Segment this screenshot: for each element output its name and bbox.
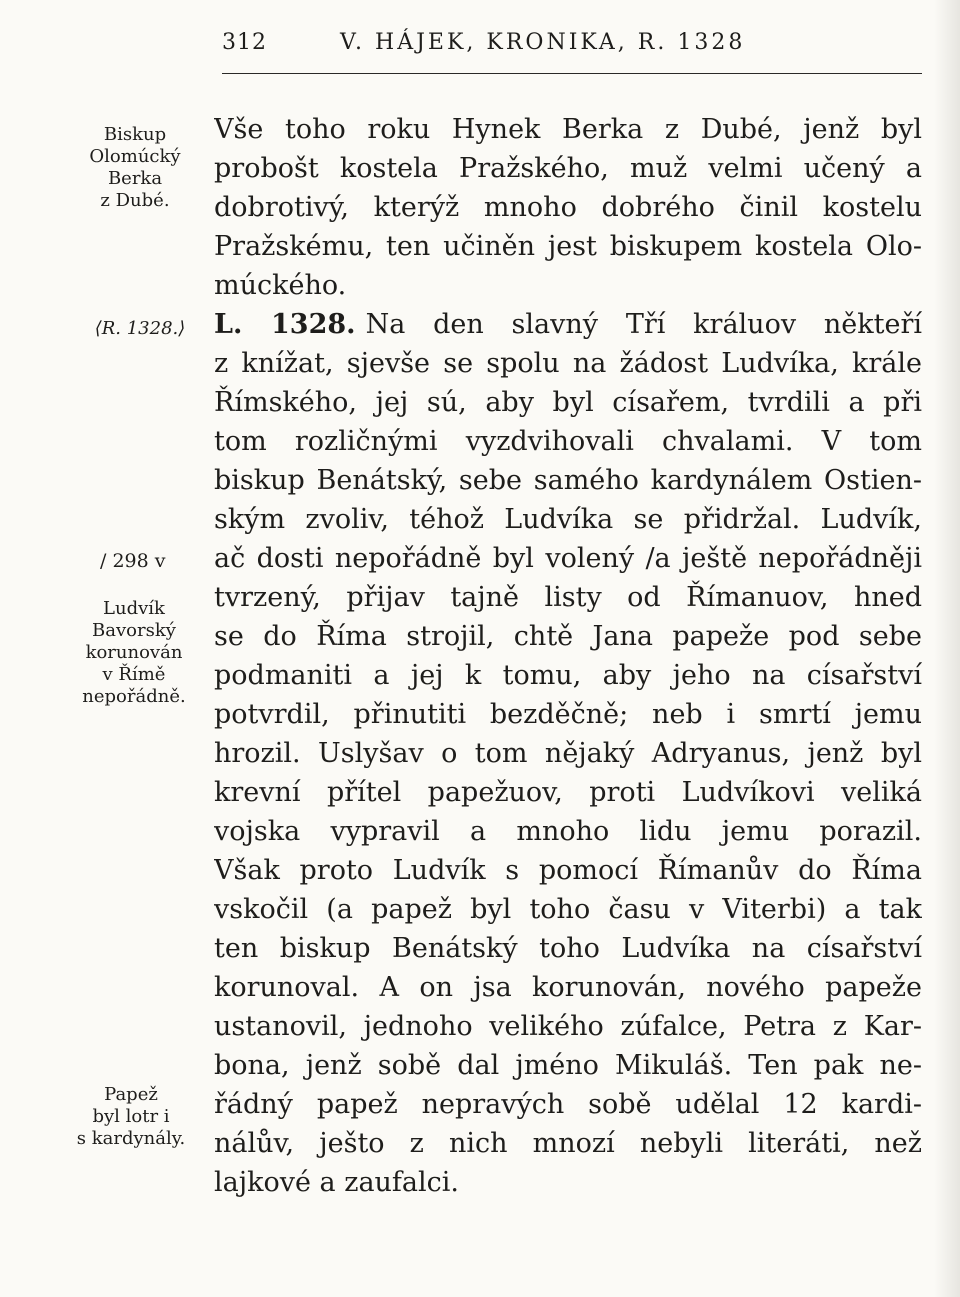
year-label: L. 1328. [214, 309, 356, 340]
text-line: korunoval. A on jsa korunován, nového papeže [214, 972, 922, 1003]
body-text [214, 110, 922, 1202]
text-line: tvrzený, přijav tajně listy od Římanuov, hned [214, 582, 922, 613]
page-header [222, 30, 942, 64]
year-reference: ⟨R. 1328.⟩ [94, 318, 186, 339]
margin-note-line: Berka [107, 168, 163, 189]
running-head: V. HÁJEK, KRONIKA, R. 1328 [340, 30, 746, 55]
text-line: z knížat, sjevše se spolu na žádost Ludvíka, krále [214, 348, 922, 379]
margin-note-line: z Dubé. [100, 190, 170, 211]
text-line: bona, jenž sobě dal jméno Mikuláš. Ten pak ne- [214, 1050, 922, 1081]
margin-note-page-ref [100, 550, 210, 572]
text-line: Však proto Ludvík s pomocí Římanův do Říma [214, 855, 922, 886]
text-line: ustanovil, jednoho velikého zúfalce, Petra z Kar- [214, 1011, 922, 1042]
text-line: hrozil. Uslyšav o tom nějaký Adryanus, jenž byl [214, 738, 922, 769]
text-line: dobrotivý, kterýž mnoho dobrého činil kostelu [214, 192, 922, 223]
text-line: Vše toho roku Hynek Berka z Dubé, jenž byl [214, 114, 922, 145]
text-line: Římského, jej sú, aby byl císařem, tvrdili a při [214, 387, 922, 418]
text-line: biskup Benátský, sebe samého kardynálem Ostien- [214, 465, 922, 496]
scan-edge-shadow [934, 0, 960, 1297]
text-line: krevní přítel papežuov, proti Ludvíkovi veliká [214, 777, 922, 808]
margin-note-line: Biskup [103, 124, 167, 145]
text-line: ským zvoliv, téhož Ludvíka se přidržal. Ludvík, [214, 504, 922, 535]
text-line: múckého. [214, 270, 347, 301]
page-number: 312 [222, 30, 267, 55]
text-line-year [214, 305, 922, 344]
text-line: se do Říma strojil, chtě Jana papeže pod sebe [214, 621, 922, 652]
margin-note-biskup [80, 124, 190, 212]
text-line: tom rozličnými vyzdvihovali chvalami. V tom [214, 426, 922, 457]
margin-note-papez [52, 1084, 210, 1150]
margin-note-ludvik [60, 598, 208, 708]
page-reference: / 298 v [100, 550, 166, 572]
margin-note-line: Bavorský [92, 620, 176, 641]
margin-note-line: Ludvík [103, 598, 165, 619]
margin-note-line: s kardynály. [76, 1128, 186, 1149]
margin-note-line: nepořádně. [82, 686, 186, 707]
text-line: Pražskému, ten učiněn jest biskupem kostela Olo- [214, 231, 922, 262]
margin-note-line: Olomúcký [89, 146, 181, 167]
margin-note-line: korunován [85, 642, 183, 663]
text-line-rest: Na den slavný Tří králuov někteří [365, 309, 922, 340]
header-rule [222, 73, 922, 74]
text-line: vojska vypravil a mnoho lidu jemu porazil. [214, 816, 922, 847]
text-line: nálův, ješto z nich mnozí nebyli literáti, než [214, 1128, 922, 1159]
text-line: probošt kostela Pražského, muž velmi učený a [214, 153, 922, 184]
margin-note-year [60, 318, 220, 340]
margin-note-line: byl lotr i [92, 1106, 170, 1127]
text-line: potvrdil, přinutiti bezděčně; neb i smrtí jemu [214, 699, 922, 730]
text-line: ten biskup Benátský toho Ludvíka na císařství [214, 933, 922, 964]
text-line: ač dosti nepořádně byl volený /a ještě nepořádněji [214, 543, 922, 574]
text-line: řádný papež nepravých sobě udělal 12 kardi- [214, 1089, 922, 1120]
margin-note-line: Papež [104, 1084, 158, 1105]
text-line: vskočil (a papež byl toho času v Viterbi) a tak [214, 894, 922, 925]
text-line: podmaniti a jej k tomu, aby jeho na císařství [214, 660, 922, 691]
margin-note-line: v Římě [102, 664, 166, 685]
text-line: lajkové a zaufalci. [214, 1167, 459, 1198]
